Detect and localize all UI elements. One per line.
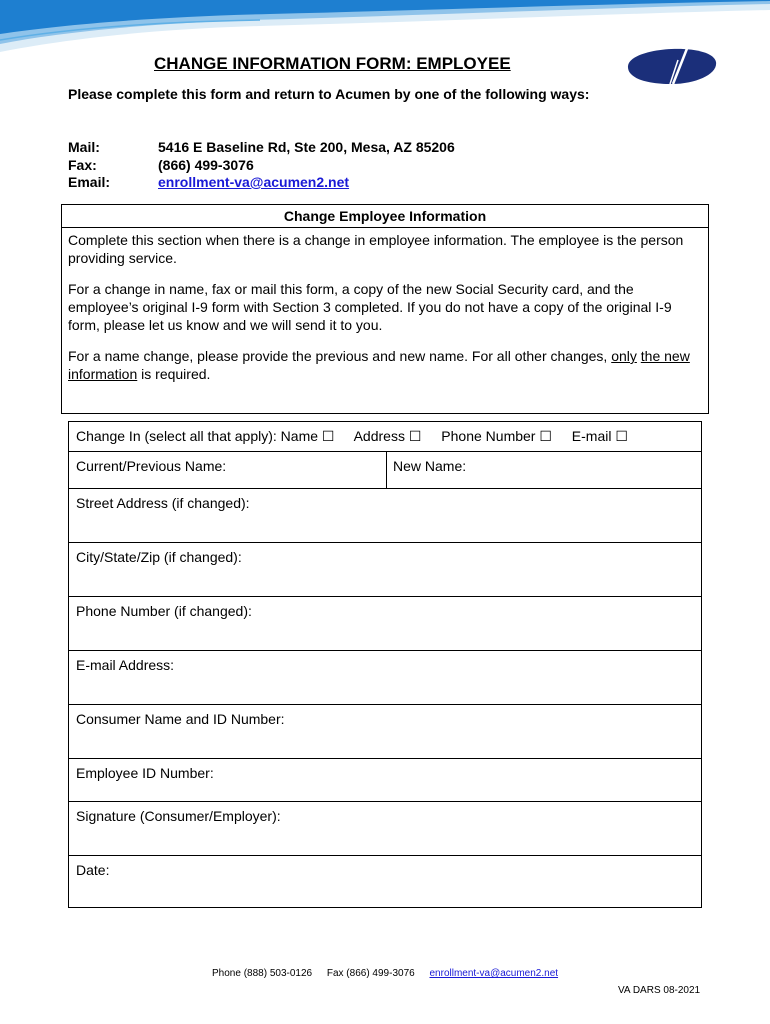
footer-contact: [212, 968, 558, 979]
change-employee-info-box: [61, 204, 709, 414]
info-heading: Change Employee Information: [62, 205, 708, 228]
footer-email-link[interactable]: enrollment-va@acumen2.net: [429, 968, 559, 979]
phone-number-field[interactable]: [69, 596, 701, 650]
contact-block: [68, 139, 455, 192]
street-address-label: Street Address (if changed):: [76, 495, 250, 511]
change-form-table: [68, 421, 702, 908]
change-in-line: [76, 428, 628, 445]
mail-address: 5416 E Baseline Rd, Ste 200, Mesa, AZ 85206: [158, 139, 455, 155]
fax-number: (866) 499-3076: [158, 156, 254, 173]
consumer-name-id-field[interactable]: [69, 704, 701, 758]
signature-label: Signature (Consumer/Employer):: [76, 808, 281, 824]
info-body: [62, 228, 708, 383]
email-label: Email:: [68, 174, 111, 190]
phone-number-checkbox[interactable]: Phone Number ☐: [441, 428, 552, 444]
name-checkbox[interactable]: Name ☐: [280, 428, 335, 444]
name-row-divider: [386, 452, 387, 488]
info-p3-only: only: [611, 348, 637, 364]
employee-id-label: Employee ID Number:: [76, 765, 214, 781]
intro-text: Please complete this form and return to Acumen by one of the following ways:: [68, 86, 590, 102]
footer-fax: Fax (866) 499-3076: [326, 968, 415, 979]
mail-label: Mail:: [68, 139, 100, 155]
fax-label: Fax:: [68, 156, 97, 173]
footer-phone: Phone (888) 503-0126: [212, 968, 313, 979]
name-row: [69, 451, 701, 488]
info-paragraph-2: For a change in name, fax or mail this form, a copy of the new Social Security card, and the employee’s original I-9 form with Section 3 completed. If you do not have a copy of the original I-9 form, please let us know and we will send it to you.: [68, 281, 672, 333]
change-in-row: [69, 422, 701, 451]
change-in-label: Change In (select all that apply):: [76, 428, 277, 444]
info-paragraph-1: Complete this section when there is a change in employee information. The employee is the person providing service.: [68, 232, 684, 266]
email-address-field[interactable]: [69, 650, 701, 704]
email-checkbox[interactable]: E-mail ☐: [571, 428, 628, 444]
acumen-logo: [626, 40, 718, 86]
form-version: VA DARS 08-2021: [618, 985, 701, 996]
contact-fax-row: [68, 157, 455, 175]
signature-field[interactable]: [69, 801, 701, 855]
info-paragraph-3: [68, 347, 702, 383]
contact-mail-row: [68, 139, 455, 157]
contact-email-row: [68, 174, 455, 192]
form-title: CHANGE INFORMATION FORM: EMPLOYEE: [154, 54, 511, 73]
city-state-zip-label: City/State/Zip (if changed):: [76, 549, 242, 565]
phone-number-label: Phone Number (if changed):: [76, 603, 252, 619]
email-link[interactable]: enrollment-va@acumen2.net: [158, 174, 350, 190]
info-p3-start: For a name change, please provide the previous and new name. For all other changes,: [68, 348, 612, 364]
previous-name-label[interactable]: Current/Previous Name:: [76, 458, 227, 474]
consumer-name-id-label: Consumer Name and ID Number:: [76, 711, 285, 727]
info-p3-end: is required.: [137, 366, 211, 382]
street-address-field[interactable]: [69, 488, 701, 542]
city-state-zip-field[interactable]: [69, 542, 701, 596]
info-p3-new-info: the new information: [68, 348, 690, 382]
employee-id-field[interactable]: [69, 758, 701, 801]
date-label: Date:: [76, 862, 110, 878]
new-name-label[interactable]: New Name:: [393, 458, 467, 474]
date-field[interactable]: [69, 855, 701, 907]
email-address-label: E-mail Address:: [76, 657, 175, 673]
address-checkbox[interactable]: Address ☐: [353, 428, 422, 444]
